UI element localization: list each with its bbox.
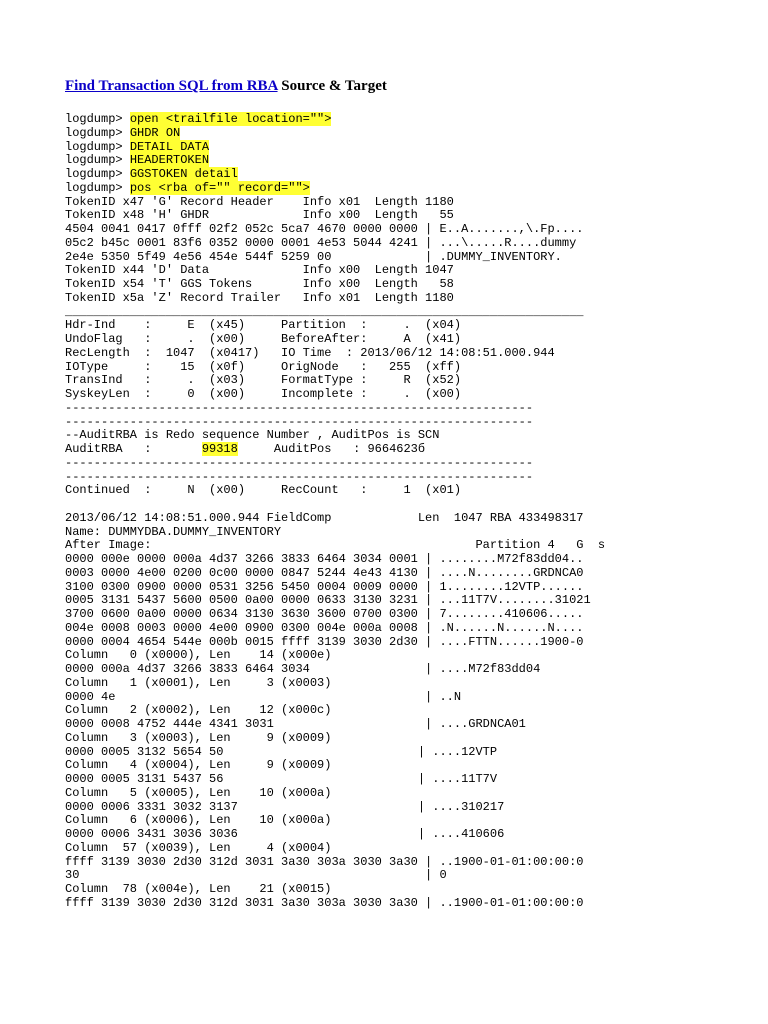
separator-line: ________________________________________________________________________ xyxy=(65,304,584,319)
token-line: TokenID x5a 'Z' Record Trailer Info x01 Length 1180 xyxy=(65,290,454,305)
highlighted-command: DETAIL DATA xyxy=(129,139,210,154)
command-line: logdump> HEADERTOKEN xyxy=(65,153,210,168)
highlighted-command: open <trailfile location=""> xyxy=(129,112,332,126)
hex-line: 05c2 b45c 0001 83f6 0352 0000 0001 4e53 5044 4241 | ...\.....R....dummy xyxy=(65,235,577,250)
comment-line: --AuditRBA is Redo sequence Number , AuditPos is SCN xyxy=(65,428,440,443)
separator-line: ----------------------------------------------------------------- xyxy=(65,400,534,415)
token-line: TokenID x47 'G' Record Header Info x01 Length 1180 xyxy=(65,194,454,209)
column-hex: 0000 0006 3431 3036 3036 | ....410606 xyxy=(65,827,505,841)
header-line: Continued : N (x00) RecCount : 1 (x01) xyxy=(65,483,462,498)
column-hex: 0000 000a 4d37 3266 3833 6464 3034 | ....M72f83dd04 xyxy=(65,662,541,676)
command-line: logdump> open <trailfile location=""> xyxy=(65,112,332,126)
column-header: Column 57 (x0039), Len 4 (x0004) xyxy=(65,840,332,855)
hex-line: 0000 0004 4654 544e 000b 0015 ffff 3139 3030 2d30 | ....FTTN......1900-0 xyxy=(65,634,584,649)
hex-line: 0003 0000 4e00 0200 0c00 0000 0847 5244 4e43 4130 | ....N........GRDNCA0 xyxy=(65,565,584,580)
column-header: Column 5 (x0005), Len 10 (x000a) xyxy=(65,785,332,800)
highlighted-command: HEADERTOKEN xyxy=(129,153,210,168)
column-hex: 0000 0008 4752 444e 4341 3031 | ....GRDNCA01 xyxy=(65,717,526,731)
header-line: UndoFlag : . (x00) BeforeAfter: A (x41) xyxy=(65,332,462,346)
command-line: logdump> DETAIL DATA xyxy=(65,139,210,154)
column-header: Column 0 (x0000), Len 14 (x000e) xyxy=(65,648,332,663)
column-header: Column 2 (x0002), Len 12 (x000c) xyxy=(65,703,332,718)
token-line: TokenID x54 'T' GGS Tokens Info x00 Length 58 xyxy=(65,277,454,291)
column-hex: 0000 0005 3132 5654 50 | ....12VTP xyxy=(65,744,498,759)
logdump-output xyxy=(65,113,605,911)
audit-line: AuditRBA : 99318 AuditPos : 9664623б xyxy=(65,442,426,456)
hex-line: 0000 000e 0000 000a 4d37 3266 3833 6464 3034 0001 | ........M72f83dd04.. xyxy=(65,552,584,566)
column-hex: ffff 3139 3030 2d30 312d 3031 3a30 303a 3030 3a30 | ..1900-01-01:00:00:0 xyxy=(65,895,584,910)
token-line: TokenID x44 'D' Data Info x00 Length 1047 xyxy=(65,263,454,278)
column-hex: ffff 3139 3030 2d30 312d 3031 3a30 303a 3030 3a30 | ..1900-01-01:00:00:0 xyxy=(65,854,584,869)
column-hex: 30 | 0 xyxy=(65,868,447,883)
hex-line: 3700 0600 0a00 0000 0634 3130 3630 3600 0700 0300 | 7........410606..... xyxy=(65,607,584,621)
column-header: Column 3 (x0003), Len 9 (x0009) xyxy=(65,730,332,745)
highlighted-command: GGSTOKEN detail xyxy=(129,167,238,181)
record-line: 2013/06/12 14:08:51.000.944 FieldComp Len 1047 RBA 433498317 xyxy=(65,510,584,525)
column-header: Column 4 (x0004), Len 9 (x0009) xyxy=(65,758,332,773)
title-suffix: Source & Target xyxy=(277,78,387,94)
title-link[interactable]: Find Transaction SQL from RBA xyxy=(65,78,278,94)
record-line: Name: DUMMYDBA.DUMMY_INVENTORY xyxy=(65,524,282,539)
header-line: RecLength : 1047 (x0417) IO Time : 2013/06/12 14:08:51.000.944 xyxy=(65,345,555,360)
column-header: Column 1 (x0001), Len 3 (x0003) xyxy=(65,675,332,690)
header-line: SyskeyLen : 0 (x00) Incomplete : . (x00) xyxy=(65,387,462,401)
header-line: TransInd : . (x03) FormatType : R (x52) xyxy=(65,373,462,388)
command-line: logdump> GHDR ON xyxy=(65,125,181,140)
highlighted-command: pos <rba of="" record=""> xyxy=(129,180,310,195)
page-title xyxy=(65,78,387,95)
command-line: logdump> pos <rba of="" record=""> xyxy=(65,180,310,195)
header-line: Hdr-Ind : E (x45) Partition : . (x04) xyxy=(65,318,462,333)
highlighted-command: GHDR ON xyxy=(129,125,181,140)
hex-line: 004e 0008 0003 0000 4e00 0900 0300 004e 000a 0008 | .N......N......N.... xyxy=(65,620,584,635)
column-hex: 0000 0005 3131 5437 56 | ....11T7V xyxy=(65,772,498,786)
separator-line: ----------------------------------------------------------------- xyxy=(65,469,534,484)
hex-line: 2e4e 5350 5f49 4e56 454e 544f 5259 00 | .DUMMY_INVENTORY. xyxy=(65,249,562,264)
token-line: TokenID x48 'H' GHDR Info x00 Length 55 xyxy=(65,208,454,223)
column-header: Column 6 (x0006), Len 10 (x000a) xyxy=(65,813,332,828)
hex-line: 3100 0300 0900 0000 0531 3256 5450 0004 0009 0000 | 1........12VTP...... xyxy=(65,579,584,594)
hex-line: 4504 0041 0417 0fff 02f2 052c 5ca7 4670 0000 0000 | E..A.......,\.Fp.... xyxy=(65,222,584,236)
blank-line xyxy=(65,498,605,512)
separator-line: ----------------------------------------------------------------- xyxy=(65,455,534,470)
audit-rba-value: 99318 xyxy=(201,442,238,456)
column-hex: 0000 0006 3331 3032 3137 | ....310217 xyxy=(65,799,505,814)
column-hex: 0000 4e | ..N xyxy=(65,689,462,704)
hex-line: 0005 3131 5437 5600 0500 0a00 0000 0633 3130 3231 | ...11T7V........31021 xyxy=(65,593,591,608)
column-header: Column 78 (x004e), Len 21 (x0015) xyxy=(65,882,332,896)
record-line: After Image: Partition 4 G s xyxy=(65,538,606,553)
command-line: logdump> GGSTOKEN detail xyxy=(65,167,238,181)
separator-line: ----------------------------------------------------------------- xyxy=(65,414,534,429)
header-line: IOType : 15 (x0f) OrigNode : 255 (xff) xyxy=(65,359,462,374)
